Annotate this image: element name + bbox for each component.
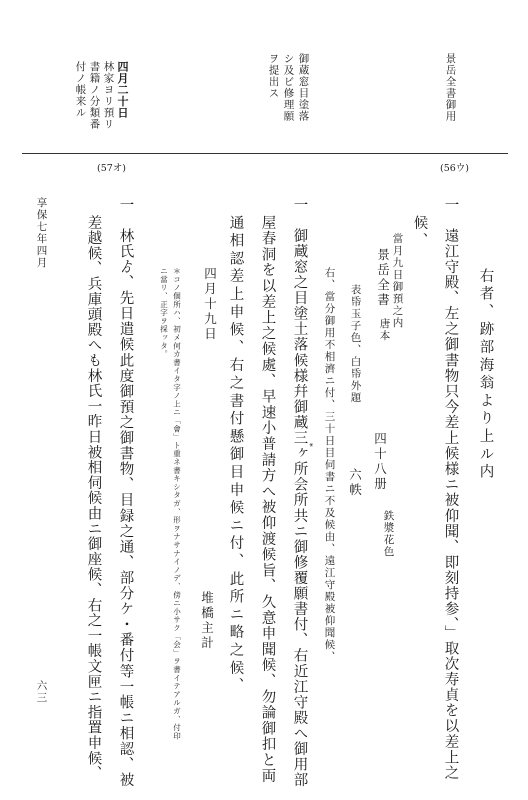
text-line: 通相認差上申候、右之書付懸御目申候ニ付、此所ニ略之候、	[227, 215, 244, 696]
folio-number-left: (57オ)	[97, 163, 127, 174]
margin-date-note: 書籍ノ分類番	[88, 61, 101, 130]
book-binding: 鉄漿花色	[382, 510, 395, 558]
sub-date: 當月九日御預之内	[391, 233, 404, 329]
text-line: 一 御蔵窓之目塗土落候様幷御蔵三ヶ所会所共ニ御修覆願書付、右近江守殿へ御用部	[291, 197, 308, 788]
margin-note: ヲ提出ス	[267, 53, 280, 99]
text-line: 屋春洞を以差上之候處、早速小普請方へ被仰渡候旨、久意申聞候、勿論御扣と両	[259, 215, 276, 784]
footnote: ニ當リ、正字ヲ採ッタ。	[159, 267, 169, 359]
sub-note: 右、當分御用不相濟ニ付、三十日目伺書ニ不及候由、遠江守殿被仰聞候、	[323, 267, 336, 663]
margin-note: 御蔵窓目塗落	[297, 53, 310, 122]
folio-number-right: (56ウ)	[440, 163, 470, 174]
text-line: 一 遠江守殿、左之御書物只今差上候様ニ被仰聞、即刻持参、」取次寿貞を以差上之	[442, 197, 459, 781]
signature: 堆橋主計	[199, 591, 215, 651]
book-origin: 唐本	[378, 318, 391, 342]
margin-date-note: 林家ヨリ預リ	[102, 61, 115, 130]
asterisk-mark: *	[305, 443, 315, 448]
text-line: 候、	[411, 215, 428, 251]
page-number: 六三	[35, 680, 48, 704]
running-title: 景岳全書御用	[444, 53, 457, 122]
date-line: 四月十九日	[202, 267, 218, 342]
margin-date-note: 四月二十日	[116, 61, 129, 119]
margin-note: シ及ビ修理願	[282, 53, 295, 122]
text-line: 差越候、兵庫頭殿へも林氏一昨日被相伺候由ニ御座候、右之一帳文匣ニ指置申候、	[85, 215, 102, 782]
book-volume: 六帙	[347, 468, 363, 498]
header-rule	[22, 153, 508, 154]
margin-date-note: 付ノ帳来ル	[74, 61, 87, 119]
addressee-line: 右者、跡部海翁より上ル内	[477, 268, 494, 482]
book-count: 四十八册	[372, 432, 388, 492]
book-title: 景岳全書	[375, 248, 391, 308]
text-line: 一 林氏ゟ、先日遣候此度御預之御書物、目録之通、部分ケ・番付等一帳ニ相認、被	[117, 197, 134, 788]
footnote: ＊コノ個所ハ、初メ何カ書イタ字ノ上ニ「會」ト重ネ書キシタガ、形ヲナサナイノデ、傍ニ小サク「会」ヲ書イテアルガ、付印	[172, 267, 182, 741]
margin-date: 享保七年四月	[35, 197, 48, 269]
book-cover: 表帋玉子色、白帋外題	[349, 284, 362, 404]
